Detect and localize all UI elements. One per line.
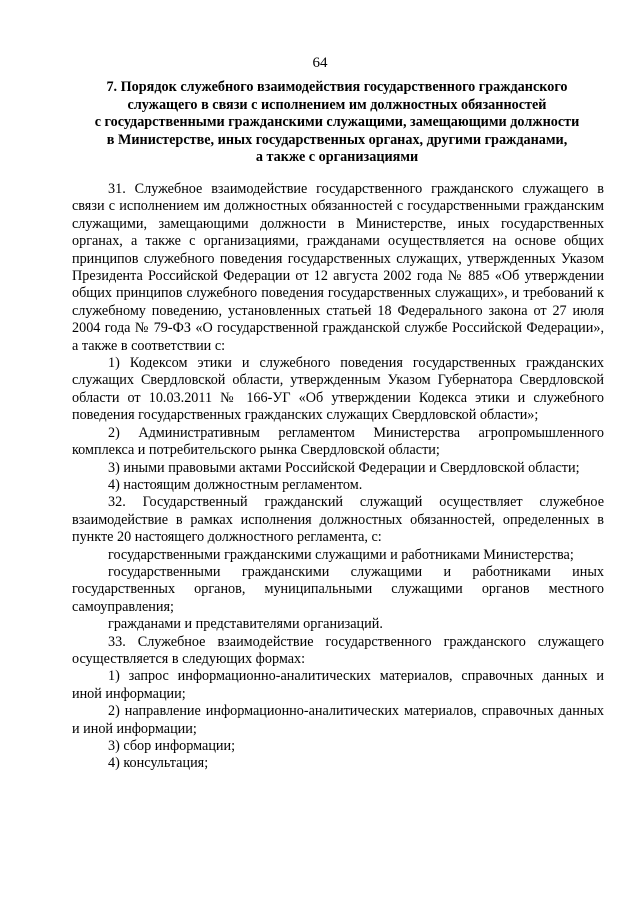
page-number: 64 [312,55,328,71]
list-item-other-legal-acts: 3) иными правовыми актами Российской Федерации и Свердловской области; [108,459,580,476]
list-item-ministry-staff: государственными гражданскими служащими и работниками Министерства; [108,546,574,563]
list-item-admin-regulation: 2) Административным регламентом Министерства агропромышленного комплекса и потребительского рынка Свердловской области; [72,424,604,459]
list-item-information-collection: 3) сбор информации; [108,738,236,754]
list-item-job-regulation: 4) настоящим должностным регламентом. [108,476,363,493]
section-heading-line: 7. Порядок служебного взаимодействия государственного гражданского [106,79,568,95]
list-item-information-sending: 2) направление информационно-аналитических материалов, справочных данных и иной информации; [72,703,604,737]
section-heading-line: в Министерстве, иных государственных органах, другими гражданами, [106,131,568,148]
section-heading-line: а также с организациями [255,149,419,165]
list-item-code-of-ethics: 1) Кодексом этики и служебного поведения государственных гражданских служащих Свердловской области, утвержденным Указом Губернатора Свердловской области от 10.03.2011 № 166-УГ «Об утверждении Кодекса этики и служебного поведения государственных гражданских служащих Свердловской области»; [72,355,604,424]
list-item-information-request: 1) запрос информационно-аналитических материалов, справочных данных и иной информации; [72,668,604,702]
list-item-consultation: 4) консультация; [108,755,209,772]
section-heading [70,79,604,167]
section-heading-line: служащего в связи с исполнением им должностных обязанностей [127,96,547,113]
paragraph-32: 32. Государственный гражданский служащий осуществляет служебное взаимодействие в рамках исполнения должностных обязанностей, определенных в пункте 20 настоящего должностного регламента, с: [72,494,604,546]
list-item-other-agencies-staff: государственными гражданскими служащими и работниками иных государственных органов, муниципальными служащими органов местного самоуправления; [72,563,604,615]
section-heading-line: с государственными гражданскими служащими, замещающими должности [94,114,580,130]
document-body [72,181,604,773]
paragraph-31: 31. Служебное взаимодействие государственного гражданского служащего в связи с исполнением им должностных обязанностей с государственными гражданским служащими, замещающими должности в Министерстве, иных государственных органах, а также с организациями, гражданами осуществляется на основе общих принципов служебного поведения государственных служащих, утвержденных Указом Президента Российской Федерации от 12 августа 2002 года № 885 «Об утверждении общих принципов служебного поведения государственных служащих», и требований к служебному поведению, установленных статьей 18 Федерального закона от 27 июля 2004 года № 79-ФЗ «О государственной гражданской службе Российской Федерации», а также в соответствии с: [72,181,604,354]
list-item-citizens-organizations: гражданами и представителями организаций. [108,616,383,633]
paragraph-33: 33. Служебное взаимодействие государственного гражданского служащего осуществляется в следующих формах: [72,633,604,667]
